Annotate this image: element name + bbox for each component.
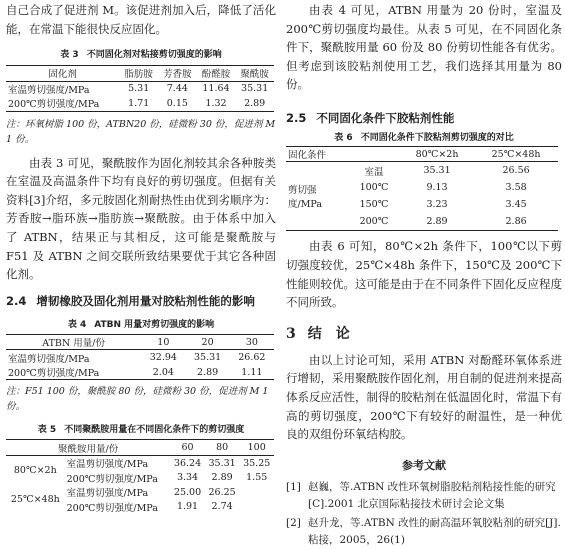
table4-title: ATBN 用量对剪切强度的影响 — [94, 319, 215, 330]
table-cell: 室温剪切强度/MPa — [66, 459, 149, 471]
table-header-cell: 芳香胺 — [158, 66, 197, 82]
table-cell: 5.31 — [128, 83, 150, 95]
table-cell: 100℃ — [359, 182, 389, 194]
table-header-cell: 60 — [170, 440, 205, 456]
paragraph-2: 由表 3 可见，聚酰胺作为固化剂较其余各种胺类在室温及高温条件下均有良好的剪切强度。但据有关资料[3]介绍，多元胺固化剂耐热性由优到劣顺序为：芳香胺→脂环族→脂肪族→聚酰胺。由于体系中加入了 ATBN，结果正与其相反，这可能是聚酰胺与 F51 及 ATBN 之间交联所致结果要优于其它各种固化剂。 — [6, 155, 276, 282]
table-cell: 2.74 — [211, 501, 233, 513]
table-cell: 3.34 — [176, 472, 199, 484]
table3-number: 表 3 — [60, 50, 79, 61]
table-cell: 200℃剪切强度/MPa — [8, 99, 100, 111]
table-header-cell: 30 — [230, 334, 274, 350]
table-cell: 2.86 — [505, 216, 527, 228]
table-header-cell: 25℃×48h — [474, 146, 558, 162]
table5-caption — [6, 422, 276, 435]
table-header-row — [6, 440, 274, 456]
table5-title: 不同聚酰胺用量在不同固化条件下的剪切强度 — [64, 425, 245, 436]
table-cell: 2.89 — [244, 97, 266, 109]
table-cell: 室温剪切强度/MPa — [8, 353, 90, 365]
table-cell: 9.13 — [426, 182, 448, 194]
table-cell: 3.58 — [505, 182, 527, 194]
table-header-cell: 脂肪胺 — [119, 66, 158, 82]
table-cell — [239, 499, 274, 514]
table-cell: 26.56 — [502, 165, 530, 177]
section-title: 增韧橡胶及固化剂用量对胶粘剂性能的影响 — [36, 293, 255, 308]
table-cell: 26.62 — [238, 352, 266, 364]
section-title: 不同固化条件下胶粘剂性能 — [316, 110, 455, 125]
table5-number: 表 5 — [37, 425, 57, 436]
left-column — [6, 0, 276, 514]
table-cell: 7.44 — [166, 83, 188, 95]
reference-text: 赵巍，等.ATBN 改性环氧树脂胶粘剂粘接性能的研究[C].2001 北京国际粘接技术研讨会论文集 — [308, 480, 556, 510]
table4-note: 注：F51 100 份，聚酰胺 80 份，硅微粉 30 份，促进剂 M 1 份。 — [6, 386, 269, 413]
table-cell: 室温 — [364, 166, 384, 178]
row-label-cell: 剪切强度/MPa — [288, 185, 323, 211]
table-cell: 200℃剪切强度/MPa — [66, 473, 158, 485]
table-header-cell: 聚酰胺 — [235, 66, 274, 82]
table-header-row — [6, 66, 274, 82]
table-cell: 2.89 — [211, 472, 233, 484]
paragraph-right-2: 由表 6 可知，80℃×2h 条件下，100℃以下剪切强度较优，25℃×48h 条件下，150℃及 200℃下性能则较优。这可能是由于在不同条件下固化反应程度不同所致。 — [286, 239, 562, 310]
section-number: 2.5 — [286, 110, 307, 125]
table-cell: 36.24 — [173, 457, 202, 469]
table-cell: 200℃剪切强度/MPa — [66, 502, 158, 514]
paragraph-right-1: 由表 4 可见，ATBN 用量为 20 份时，室温及 200℃剪切强度均最佳。从表 5 可见，在不同固化条件下，聚酰胺用量 60 份及 80 份剪切性能各有优劣。但考虑到该胶粘剂使用工艺，我们选择其用量为 80 份。 — [286, 3, 562, 92]
condition-cell: 80℃×2h — [13, 464, 57, 476]
table-cell: 150℃ — [359, 199, 389, 211]
table-row — [6, 96, 274, 111]
table-cell: 室温剪切强度/MPa — [8, 84, 90, 96]
table-cell: 0.15 — [166, 97, 188, 109]
table-cell: 2.89 — [426, 216, 448, 228]
table-cell: 35.31 — [423, 165, 451, 177]
table6-number: 表 6 — [334, 132, 353, 143]
table-cell: 1.32 — [205, 97, 227, 109]
table-cell: 1.11 — [241, 366, 263, 378]
table-row — [6, 81, 274, 96]
reference-item — [286, 479, 562, 513]
table-cell: 35.31 — [241, 83, 269, 95]
table-header-row — [6, 334, 274, 350]
references-heading: 参考文献 — [402, 458, 446, 472]
table-cell: 11.64 — [202, 83, 230, 95]
table3-title: 不同固化剂对粘接剪切强度的影响 — [86, 50, 222, 61]
table-cell: 35.31 — [208, 457, 236, 469]
reference-number: [2] — [286, 516, 301, 529]
table-cell: 2.89 — [197, 366, 219, 378]
table6 — [286, 146, 558, 232]
table-cell: 26.25 — [208, 486, 236, 498]
table-cell: 200℃ — [359, 216, 389, 228]
intro-paragraph: 自己合成了促进剂 M。该促进剂加入后，降低了活化能，在常温下能很快反应固化。 — [6, 3, 276, 36]
section-3-heading — [286, 323, 562, 343]
table-header-cell: 80 — [205, 440, 240, 456]
table4 — [6, 334, 274, 381]
section-2-5-heading — [286, 110, 562, 126]
table-row — [6, 365, 274, 380]
reference-text: 赵升龙，等.ATBN 改性的耐高温环氧胶粘剂的研究[J].粘接，2005，26(1) — [308, 516, 561, 546]
table6-title: 不同固化条件下胶粘剂剪切强度的对比 — [360, 132, 514, 143]
table-cell: 35.31 — [193, 352, 222, 364]
reference-item — [286, 515, 562, 549]
reference-number: [1] — [286, 480, 301, 493]
table-cell: 200℃剪切强度/MPa — [8, 368, 100, 380]
table-cell: 25.00 — [173, 486, 202, 498]
conclusion-paragraph: 由以上讨论可知，采用 ATBN 对酚醛环氧体系进行增韧，采用聚酰胺作固化剂，用自制的促进剂来提高体系反应活性，制得的胶粘剂在低温固化时，常温下有高的剪切强度，200℃下有较好的耐温性，是一种优良的双组份环氧结构胶。 — [286, 352, 562, 442]
table-header-cell: 10 — [141, 334, 185, 350]
section-number: 3 — [286, 325, 296, 342]
table-header-cell: 聚酰胺用量/份 — [6, 440, 170, 456]
section-number: 2.4 — [6, 293, 27, 308]
table-cell: 35.25 — [243, 457, 271, 469]
table3-note: 注：环氧树脂 100 份，ATBN20 份，硅微粉 30 份，促进剂 M 1 份。 — [6, 118, 276, 145]
table-header-row — [286, 146, 558, 162]
table-cell: 32.94 — [149, 352, 177, 364]
table5 — [6, 439, 274, 514]
table-cell: 1.71 — [128, 97, 150, 109]
table-cell: 3.45 — [505, 199, 527, 211]
table-header-cell: ATBN 用量/份 — [6, 334, 141, 350]
table-cell: 1.91 — [176, 501, 199, 513]
table-header-cell: 固化条件 — [286, 146, 400, 162]
condition-cell: 25℃×48h — [10, 493, 60, 505]
table3 — [6, 65, 274, 112]
table-cell: 1.55 — [246, 472, 268, 484]
table-cell: 2.04 — [152, 366, 174, 378]
table-row — [6, 350, 274, 365]
table4-caption — [6, 317, 276, 330]
table-header-cell: 固化剂 — [6, 66, 119, 82]
table-row — [6, 455, 274, 470]
section-title: 结 论 — [307, 325, 350, 342]
table4-number: 表 4 — [67, 319, 87, 330]
table-header-cell: 100 — [239, 440, 274, 456]
table-cell: 室温剪切强度/MPa — [66, 488, 149, 500]
table-header-cell: 酚醛胺 — [197, 66, 236, 82]
table-cell — [239, 485, 274, 500]
table3-caption — [6, 47, 276, 60]
table-header-cell: 20 — [185, 334, 229, 350]
table-header-cell: 80℃×2h — [400, 146, 474, 162]
table-row — [286, 162, 558, 180]
table6-caption — [286, 130, 562, 143]
section-2-4-heading — [6, 293, 276, 309]
table-cell: 3.23 — [426, 199, 448, 211]
table-row — [6, 485, 274, 500]
right-column — [286, 0, 562, 549]
